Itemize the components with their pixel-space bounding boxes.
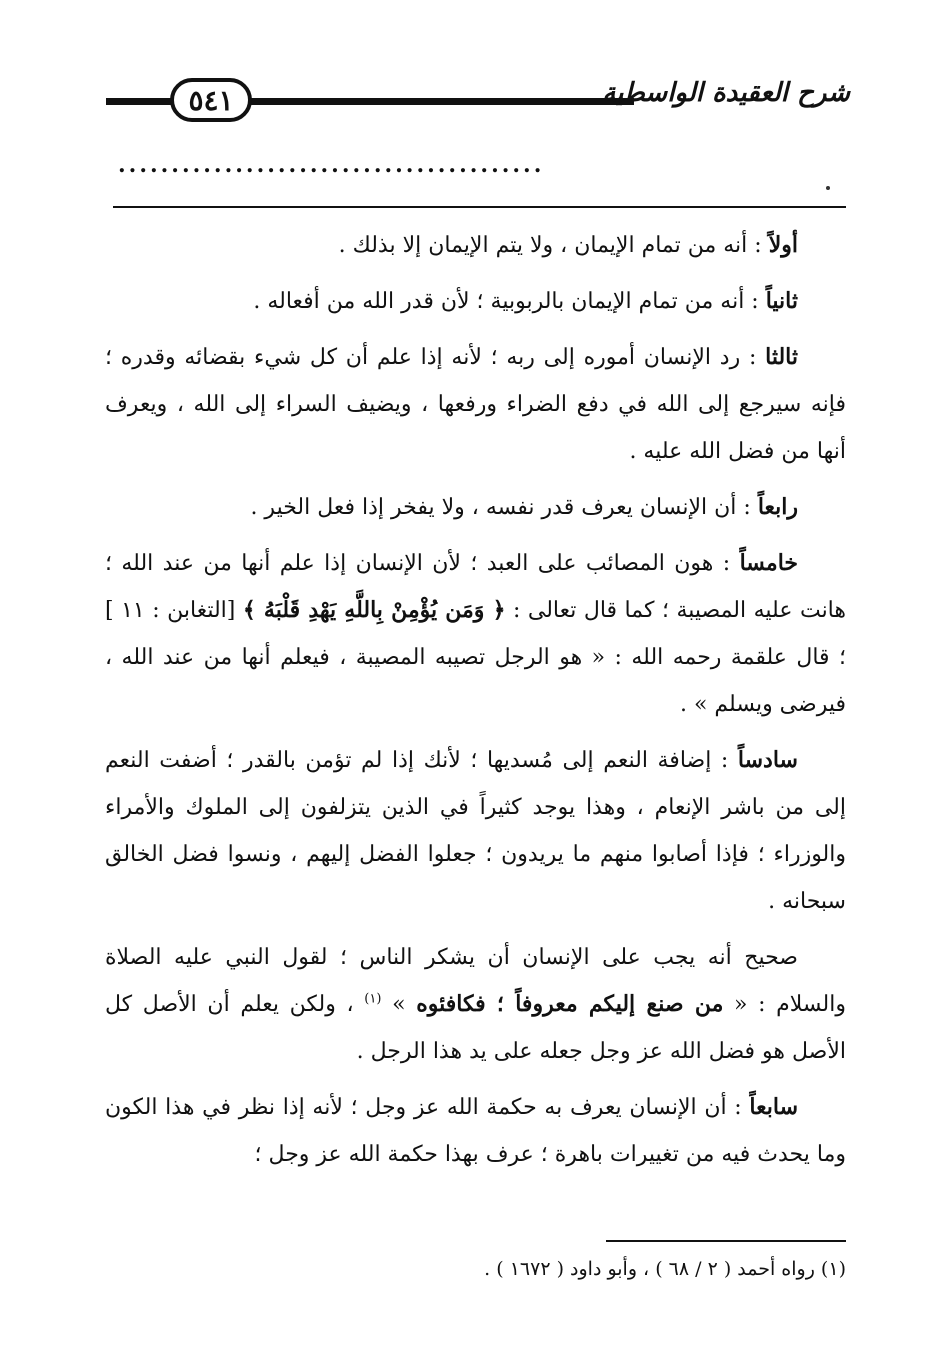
quran-verse: ﴿ وَمَن يُؤْمِنْ بِاللَّهِ يَهْدِ قَلْبَهُ ﴾ [242,597,506,623]
paragraph-text: : أنه من تمام الإيمان بالربوبية ؛ لأن قدر الله من أفعاله . [253,289,766,314]
paragraph-text: : إضافة النعم إلى مُسديها ؛ لأنك إذا لم تؤمن بالقدر ؛ أضفت النعم إلى من باشر الإنعام ، وهذا يوجد كثيراً في الذين يتزلفون إلى الملوك والأمراء والوزراء ؛ فإذا أصابوا منهم ما يريدون ؛ جعلوا الفضل إليهم ، ونسوا فضل الخالق سبحانه . [105,748,846,914]
paragraph-second [105,278,846,325]
paragraph-label: خامساً [739,550,798,576]
paragraph-text: » [381,992,417,1017]
paragraph-text: صحيح أنه يجب على الإنسان أن يشكر الناس ؛ لقول النبي عليه الصلاة والسلام : « [105,945,846,1017]
hadith-quote: من صنع إليكم معروفاً ؛ فكافئوه [416,991,724,1017]
paragraph-label: سابعاً [749,1094,798,1120]
paragraph-sixth [105,737,846,925]
paragraph-text: : هون المصائب على العبد ؛ لأن الإنسان إذا علم أنها من عند الله ؛ هانت عليه المصيبة ؛ كما قال تعالى : [105,551,846,623]
paragraph-text: [التغابن : ١١ ] ؛ قال علقمة رحمه الله : « هو الرجل تصيبه المصيبة ، فيعلم أنها من عند الله ، فيرضى ويسلم » . [105,598,846,717]
paragraph-hadith [105,934,846,1075]
dotted-separator: ........................................ [118,158,545,178]
paragraph-third [105,334,846,475]
footnote-ref[interactable]: (١) [364,991,382,1007]
paragraph-text: : أن الإنسان يعرف قدر نفسه ، ولا يفخر إذا فعل الخير . [250,495,758,520]
paragraph-label: ثانياً [765,288,798,314]
paragraph-seventh [105,1084,846,1178]
paragraph-label: رابعاً [757,494,798,520]
footnote: (١) رواه أحمد ( ٢ / ٦٨ ) ، وأبو داود ( ١٦٧٢ ) . [484,1258,846,1280]
paragraph-text: : أن الإنسان يعرف به حكمة الله عز وجل ؛ لأنه إذا نظر في هذا الكون وما يحدث فيه من تغييرات باهرة ؛ عرف بهذا حكمة الله عز وجل ؛ [105,1095,846,1167]
top-rule [113,206,846,208]
paragraph-label: أولاً [768,232,798,258]
paragraph-text: ، ولكن يعلم أن الأصل كل الأصل هو فضل الله عز وجل جعله على يد هذا الرجل . [105,992,846,1064]
paragraph-fifth [105,540,846,728]
paragraph-label: سادساً [737,747,798,773]
page-header [106,72,850,132]
stray-dot [826,186,830,190]
paragraph-first [105,222,846,269]
paragraph-text: : رد الإنسان أموره إلى ربه ؛ لأنه إذا علم أن كل شيء بقضائه وقدره ؛ فإنه سيرجع إلى الله في دفع الضراء ورفعها ، ويضيف السراء إلى الله ، ويعرف أنها من فضل الله عليه . [105,345,846,464]
paragraph-label: ثالثا [765,344,798,370]
book-title: شرح العقيدة الواسطية [602,78,850,108]
page-body [105,222,846,1187]
footnote-rule [606,1240,846,1242]
paragraph-fourth [105,484,846,531]
page-number: ٥٤١ [170,78,252,122]
paragraph-text: : أنه من تمام الإيمان ، ولا يتم الإيمان إلا بذلك . [338,233,769,258]
